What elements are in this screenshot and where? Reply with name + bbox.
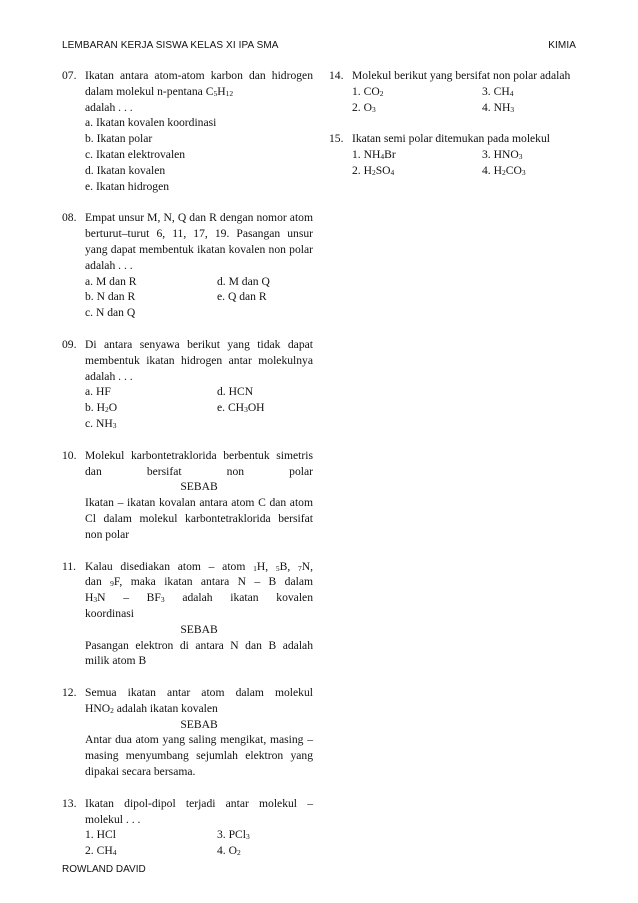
question-stem-end: adalah . . . <box>85 100 133 114</box>
option-a: a. M dan R <box>85 274 137 288</box>
option-d: d. M dan Q <box>217 274 270 288</box>
question-11 <box>62 559 313 670</box>
option-a: a. HF <box>85 385 111 399</box>
question-12 <box>62 685 313 780</box>
question-number: 15. <box>329 132 344 146</box>
question-reason: Pasangan elektron di antara N dan B adalah milik atom B <box>85 638 313 668</box>
question-stem: Empat unsur M, N, Q dan R dengan nomor atom berturut–turut 6, 11, 17, 19. Pasangan unsur yang dapat membentuk ikatan kovalen non polar adalah . . . <box>85 211 313 272</box>
header-title: LEMBARAN KERJA SISWA KELAS XI IPA SMA <box>62 40 279 51</box>
question-number: 11. <box>62 559 77 573</box>
option-d: d. Ikatan kovalen <box>85 163 166 177</box>
option-4: 4. $H_2CO_3$ <box>482 163 526 177</box>
question-14 <box>329 68 576 115</box>
question-statement-line3: $H_3N - BF_3$ adalah ikatan kovalen <box>85 591 313 605</box>
options-grid <box>352 84 576 116</box>
options-grid <box>85 274 313 321</box>
option-3: 3. $HNO_3$ <box>482 148 523 162</box>
sebab-label: SEBAB <box>180 622 218 636</box>
question-number: 07. <box>62 69 77 82</box>
question-10 <box>62 448 313 543</box>
option-1: 1. $NH_4Br$ <box>352 148 396 162</box>
question-statement-line2: dan $_9$F, maka ikatan antara N – B dalam <box>85 575 314 589</box>
question-reason: Antar dua atom yang saling mengikat, masing – masing menyumbang sejumlah elektron yang dipakai secara bersama. <box>85 733 313 779</box>
option-c: c. Ikatan elektrovalen <box>85 147 186 161</box>
question-15 <box>329 131 576 178</box>
option-b: b. N dan R <box>85 290 136 304</box>
option-d: d. HCN <box>217 385 254 399</box>
question-number: 14. <box>329 69 344 82</box>
option-3: 3. PCl$_3$ <box>217 828 250 842</box>
question-stem: Ikatan dipol-dipol terjadi antar molekul – molekul . . . <box>85 796 313 826</box>
option-1: 1. $CO_2$ <box>352 84 384 98</box>
option-3: 3. $CH_4$ <box>482 84 514 98</box>
option-e: e. Ikatan hidrogen <box>85 179 170 193</box>
question-statement-line1: Semua ikatan antar atom dalam molekul <box>85 686 313 700</box>
question-09 <box>62 337 313 432</box>
right-column <box>329 68 576 195</box>
question-stem: Molekul berikut yang bersifat non polar adalah <box>352 69 571 82</box>
option-4: 4. $O_2$ <box>217 844 241 858</box>
options-grid <box>352 147 576 179</box>
question-number: 10. <box>62 448 77 462</box>
question-number: 12. <box>62 686 77 700</box>
footer-author: ROWLAND DAVID <box>62 864 146 875</box>
option-1: 1. HCl <box>85 828 116 842</box>
option-4: 4. $NH_3$ <box>482 100 515 114</box>
left-column <box>62 68 313 875</box>
question-statement-line2: $HNO_2$ adalah ikatan kovalen <box>85 701 218 715</box>
option-2: 2. $CH_4$ <box>85 844 117 858</box>
question-stem: Ikatan semi polar ditemukan pada molekul <box>352 132 550 146</box>
question-number: 13. <box>62 796 77 810</box>
option-e: e. Q dan R <box>217 290 267 304</box>
question-number: 09. <box>62 337 77 351</box>
option-b: b. $H_2O$ <box>85 401 118 415</box>
question-07 <box>62 68 313 194</box>
option-2: 2. $H_2SO_4$ <box>352 163 395 177</box>
options-grid <box>85 827 313 859</box>
option-e: e. $CH_3OH$ <box>217 401 265 415</box>
question-stem: Ikatan antara atom-atom karbon dan hidrogen dalam molekul n-pentana $C_5H_{12}$ <box>85 69 313 98</box>
option-b: b. Ikatan polar <box>85 132 153 146</box>
question-reason: Ikatan – ikatan kovalan antara atom C dan atom Cl dalam molekul karbontetraklorida bersifat non polar <box>85 496 313 541</box>
question-statement-line1: Kalau disediakan atom – atom $_1$H, $_5$B, $_7$N, <box>85 559 314 573</box>
header-subject: KIMIA <box>548 40 576 51</box>
option-2: 2. $O_3$ <box>352 100 376 114</box>
sebab-label: SEBAB <box>180 717 218 731</box>
question-08 <box>62 210 313 321</box>
option-a: a. Ikatan kovalen koordinasi <box>85 116 217 130</box>
question-stem: Di antara senyawa berikut yang tidak dapat membentuk ikatan hidrogen antar molekulnya adalah . . . <box>85 337 313 383</box>
sebab-label: SEBAB <box>180 480 218 494</box>
question-statement: Molekul karbontetraklorida berbentuk simetris dan bersifat non polar <box>85 448 313 478</box>
options-grid <box>85 384 313 431</box>
option-c: c. $NH_3$ <box>85 416 117 430</box>
option-c: c. N dan Q <box>85 306 136 320</box>
question-13 <box>62 796 313 859</box>
question-statement-line4: koordinasi <box>85 606 134 620</box>
question-number: 08. <box>62 211 77 225</box>
